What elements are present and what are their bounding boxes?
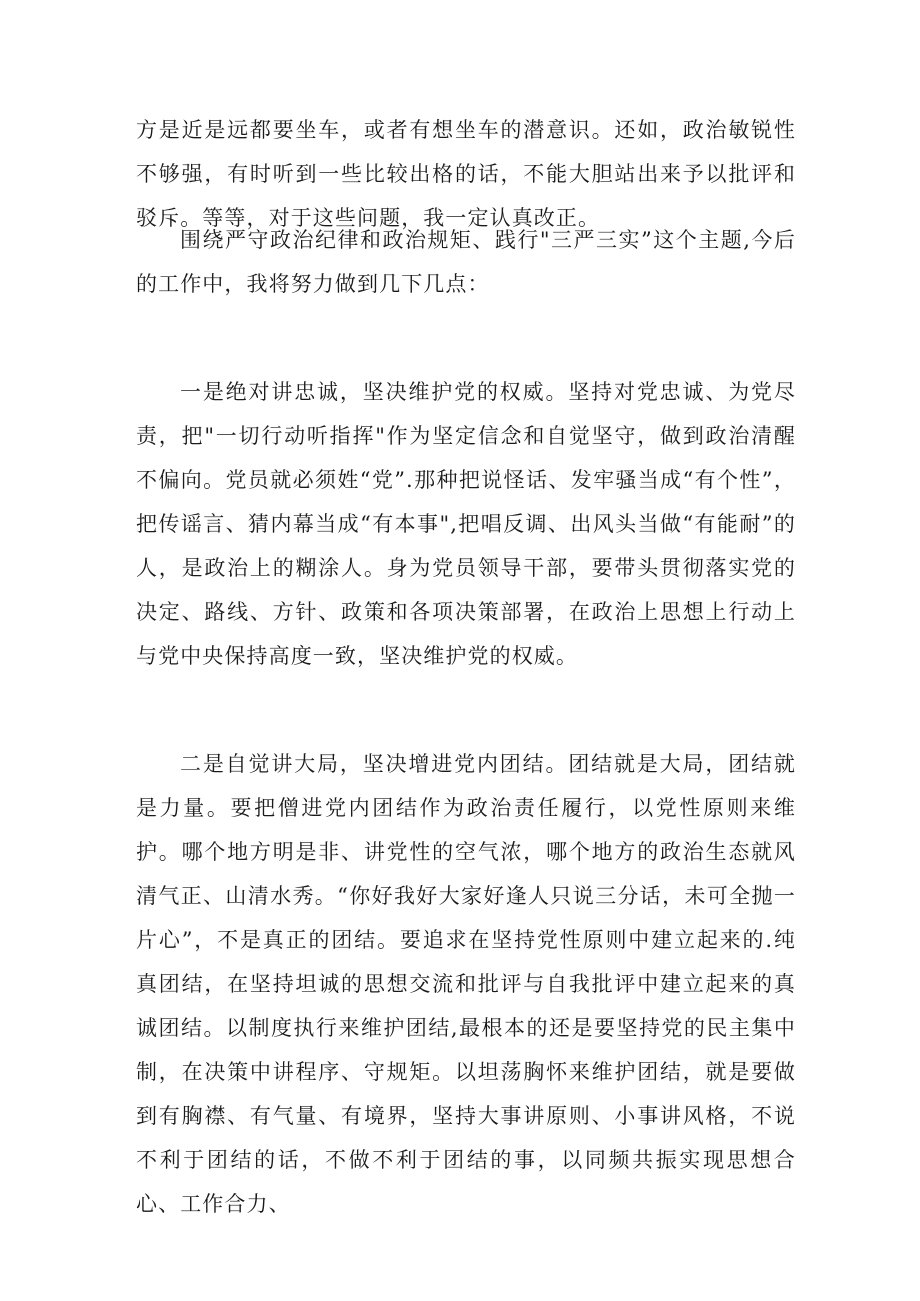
paragraph-continuation: 方是近是远都要坐车，或者有想坐车的潜意识。还如，政治敏锐性不够强，有时听到一些比较出格的话，不能大胆站出来予以批评和驳斥。等等，对于这些问题，我一定认真改正。 [136,118,796,230]
paragraph-theme-intro: 围绕严守政治纪律和政治规矩、践行"三严三实”这个主题,今后的工作中，我将努力做到几下几点： [136,228,796,296]
paragraph-point-two: 二是自觉讲大局，坚决增进党内团结。团结就是大局，团结就是力量。要把僧进党内团结作为政治责任履行，以党性原则来维护。哪个地方明是非、讲党性的空气浓，哪个地方的政治生态就风清气正、山清水秀。“你好我好大家好逢人只说三分话，未可全抛一片心”，不是真正的团结。要追求在坚持党性原则中建立起来的.纯真团结，在坚持坦诚的思想交流和批评与自我批评中建立起来的真诚团结。以制度执行来维护团结,最根本的还是要坚持党的民主集中制，在决策中讲程序、守规矩。以坦荡胸怀来维护团结，就是要做到有胸襟、有气量、有境界，坚持大事讲原则、小事讲风格，不说不利于团结的话，不做不利于团结的事，以同频共振实现思想合心、工作合力、 [136,752,796,1216]
paragraph-point-one: 一是绝对讲忠诚，坚决维护党的权威。坚持对党忠诚、为党尽责，把"一切行动听指挥"作为坚定信念和自觉坚守，做到政治清醒不偏向。党员就必须姓“党”.那种把说怪话、发牢骚当成“有个性”，把传谣言、猜内幕当成“有本事",把唱反调、出风头当做“有能耐”的人，是政治上的糊涂人。身为党员领导干部，要带头贯彻落实党的决定、路线、方针、政策和各项决策部署，在政治上思想上行动上与党中央保持高度一致，坚决维护党的权威。 [136,380,796,668]
